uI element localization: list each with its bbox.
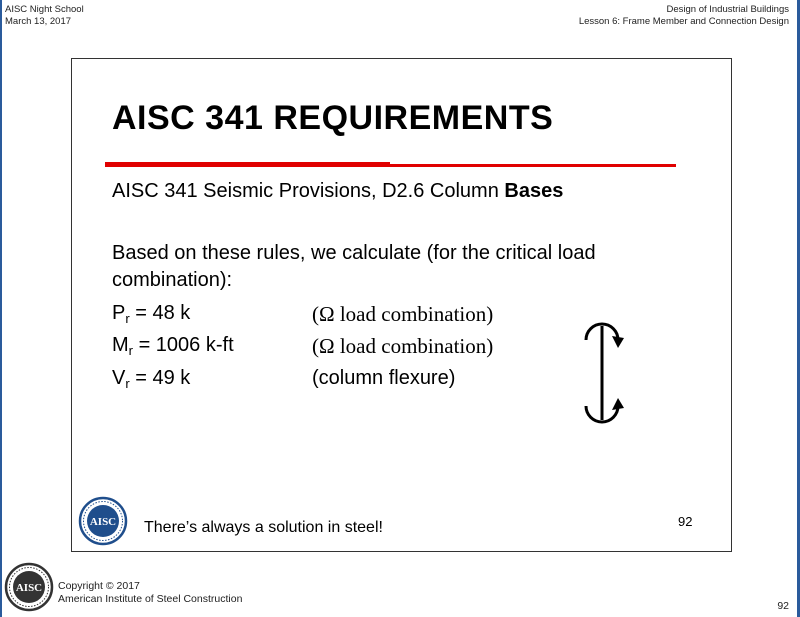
- course-title: Design of Industrial Buildings: [666, 4, 789, 15]
- intro-text: Based on these rules, we calculate (for the critical load combination):: [112, 242, 596, 291]
- row-subscript: r: [128, 343, 134, 358]
- svg-text:AISC: AISC: [89, 516, 117, 528]
- slide-subtitle: [112, 180, 563, 203]
- row-note: (Ω load combination): [312, 302, 494, 326]
- load-row-vr: [112, 367, 456, 391]
- title-underline-thin: [390, 164, 676, 167]
- moment-arrow-icon: [572, 314, 632, 432]
- page-number: 92: [777, 600, 789, 612]
- subtitle-text: AISC 341 Seismic Provisions, D2.6 Column: [112, 180, 505, 202]
- header-right: [579, 4, 789, 28]
- left-edge-bar: [0, 0, 2, 617]
- title-underline-thick: [105, 162, 390, 167]
- row-symbol: M: [112, 334, 129, 356]
- course-name: AISC Night School: [5, 4, 84, 15]
- row-symbol: V: [112, 367, 126, 389]
- copyright-org: American Institute of Steel Construction: [58, 593, 243, 605]
- slide-number: 92: [678, 514, 693, 529]
- slide: [71, 58, 732, 552]
- row-symbol: P: [112, 302, 126, 324]
- row-value: = 1006 k-ft: [133, 334, 234, 356]
- row-value: = 48 k: [129, 302, 191, 324]
- slide-title: AISC 341 REQUIREMENTS: [112, 99, 554, 137]
- lesson-title: Lesson 6: Frame Member and Connection Design: [578, 16, 789, 27]
- copyright-line: Copyright © 2017: [58, 580, 140, 592]
- header-left: [5, 4, 84, 28]
- copyright: [58, 580, 242, 606]
- row-value: = 49 k: [129, 367, 191, 389]
- subtitle-bold: Bases: [504, 180, 564, 202]
- load-row-pr: [112, 302, 494, 326]
- row-subscript: r: [125, 311, 130, 326]
- aisc-seal-logo-bottom: [4, 562, 54, 612]
- aisc-seal-logo: [78, 496, 128, 546]
- course-date: March 13, 2017: [5, 16, 72, 27]
- slide-footer-text: There’s always a solution in steel!: [144, 519, 383, 536]
- row-subscript: r: [125, 376, 130, 391]
- row-note: (Ω load combination): [312, 334, 494, 358]
- svg-text:AISC: AISC: [15, 582, 43, 594]
- row-note: (column flexure): [312, 367, 456, 389]
- load-row-mr: [112, 334, 494, 358]
